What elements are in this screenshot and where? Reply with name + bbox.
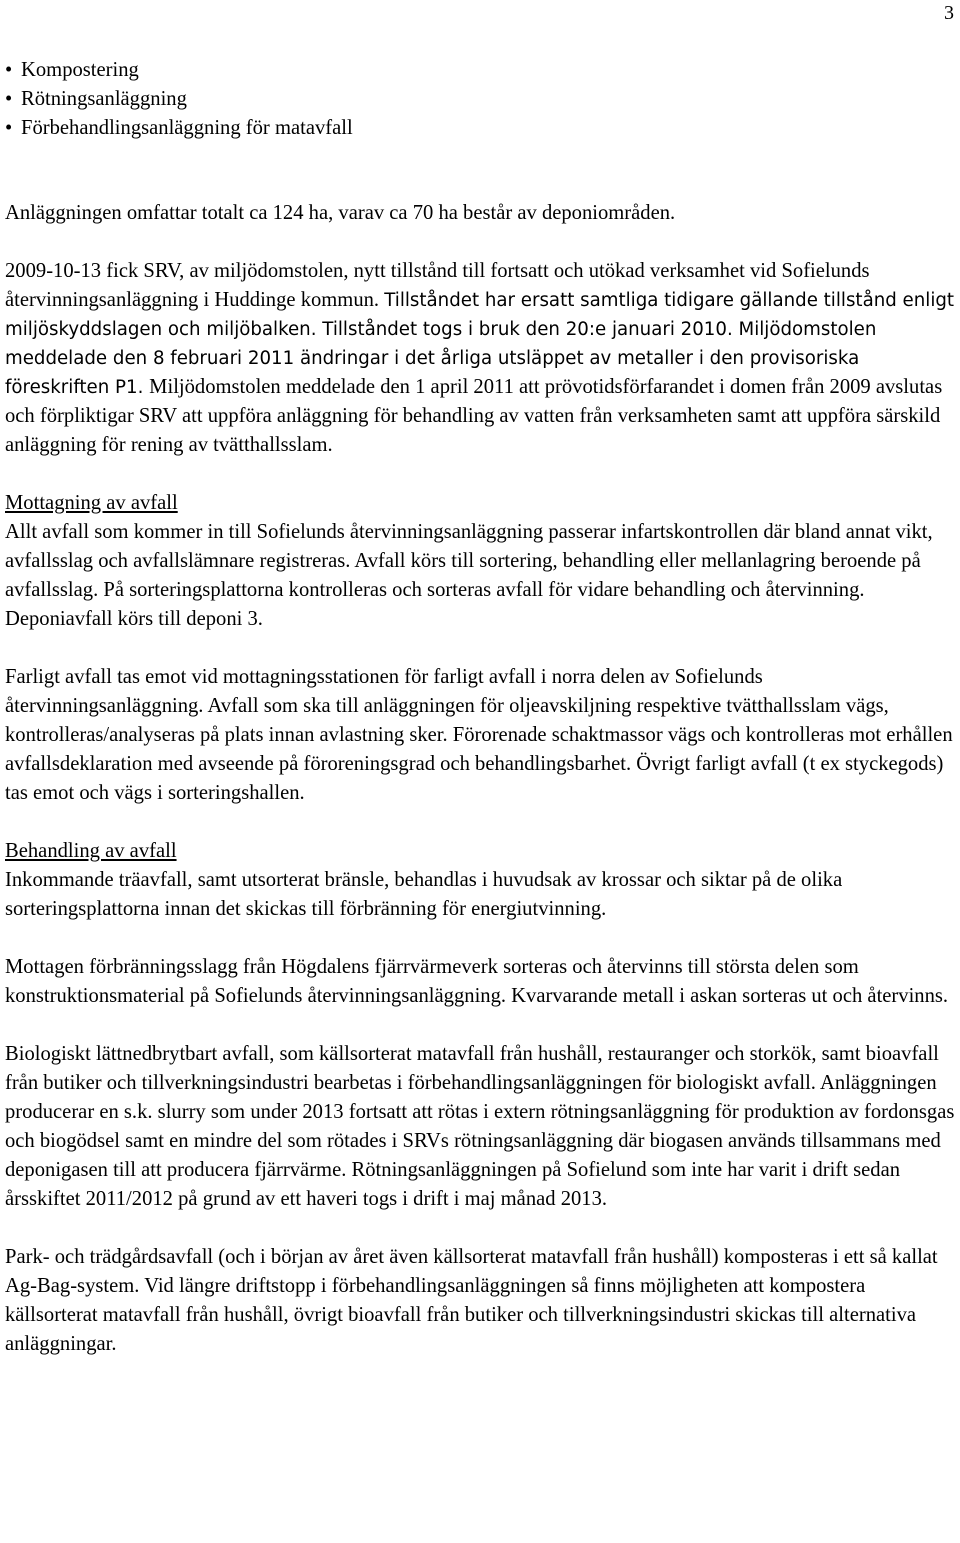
permit-paragraph: [5, 257, 955, 460]
list-item: • Förbehandlingsanläggning för matavfall: [5, 114, 955, 143]
reception-paragraph-2: Farligt avfall tas emot vid mottagningsstationen för farligt avfall i norra delen av Sofielunds återvinningsanläggning. Avfall som ska till anläggningen för oljeavskiljning respektive tvätthallsslam vägs, kontrolleras/analyseras på plats innan avlastning sker. Förorenade schaktmassor vägs och kontrolleras mot erhållen avfallsdeklaration med avseende på föroreningsgrad och behandlingsbarhet. Övrigt farligt avfall (t ex styckegods) tas emot och vägs i sorteringshallen.: [5, 666, 953, 804]
section-heading-treatment: Behandling av avfall: [5, 840, 177, 862]
section-heading-reception: Mottagning av avfall: [5, 492, 178, 514]
facility-list: [5, 56, 955, 143]
document-body: [5, 56, 955, 1359]
list-item: • Rötningsanläggning: [5, 85, 955, 114]
permit-text-1: 2009-10-13 fick SRV, av miljödomstolen, nytt tillstånd till fortsatt och utökad verksamhet vid Sofielunds återvinningsanläggning i Huddinge kommun.: [5, 260, 870, 311]
permit-text-3: Miljödomstolen meddelade den 1 april 2011 att prövotidsförfarandet i domen från 2009 avslutas och förpliktigar SRV att uppföra anläggning för behandling av vatten från verksamheten samt att uppföra särskild anläggning för rening av tvätthallsslam.: [5, 376, 943, 456]
treatment-paragraph-2: Mottagen förbränningsslagg från Högdalens fjärrvärmeverk sorteras och återvinns till största delen som konstruktionsmaterial på Sofielunds återvinningsanläggning. Kvarvarande metall i askan sorteras ut och återvinns.: [5, 956, 949, 1007]
treatment-paragraph-1: Inkommande träavfall, samt utsorterat bränsle, behandlas i huvudsak av krossar och siktar på de olika sorteringsplattorna innan det skickas till förbränning för energiutvinning.: [5, 869, 843, 920]
treatment-paragraph-3: Biologiskt lättnedbrytbart avfall, som källsorterat matavfall från hushåll, restauranger och storkök, samt bioavfall från butiker och tillverkningsindustri bearbetas i förbehandlingsanläggningen för biologiskt avfall. Anläggningen producerar en s.k. slurry som under 2013 fortsatt att rötas i extern rötningsanläggning för produktion av fordonsgas och biogödsel samt en mindre del som rötades i SRVs rötningsanläggning där biogasen används tillsammans med deponigasen till att producera fjärrvärme. Rötningsanläggningen på Sofielund som inte har varit i drift sedan årsskiftet 2011/2012 på grund av ett haveri togs i drift i maj månad 2013.: [5, 1043, 955, 1210]
permit-text-2: Tillståndet har ersatt samtliga tidigare gällande tillstånd enligt miljöskyddslagen och miljöbalken. Tillståndet togs i bruk den 20:e januari 2010. Miljödomstolen meddelade den 8 februari 2011 ändringar i det årliga utsläppet av metaller i den provisoriska föreskriften P1.: [5, 290, 955, 398]
list-item: • Kompostering: [5, 56, 955, 85]
treatment-paragraph-4: Park- och trädgårdsavfall (och i början av året även källsorterat matavfall från hushåll) komposteras i ett så kallat Ag-Bag-system. Vid längre driftstopp i förbehandlingsanläggningen så finns möjligheten att kompostera källsorterat matavfall från hushåll, övrigt bioavfall från butiker och tillverkningsindustri skickas till alternativa anläggningar.: [5, 1246, 938, 1355]
reception-paragraph-1: Allt avfall som kommer in till Sofielunds återvinningsanläggning passerar infartskontrollen där bland annat vikt, avfallsslag och avfallslämnare registreras. Avfall körs till sortering, behandling eller mellanlagring beroende på avfallsslag. På sorteringsplattorna kontrolleras och sorteras avfall för vidare behandling och återvinning. Deponiavfall körs till deponi 3.: [5, 521, 933, 630]
page-number: 3: [944, 2, 954, 24]
area-paragraph: Anläggningen omfattar totalt ca 124 ha, varav ca 70 ha består av deponiområden.: [5, 202, 676, 224]
